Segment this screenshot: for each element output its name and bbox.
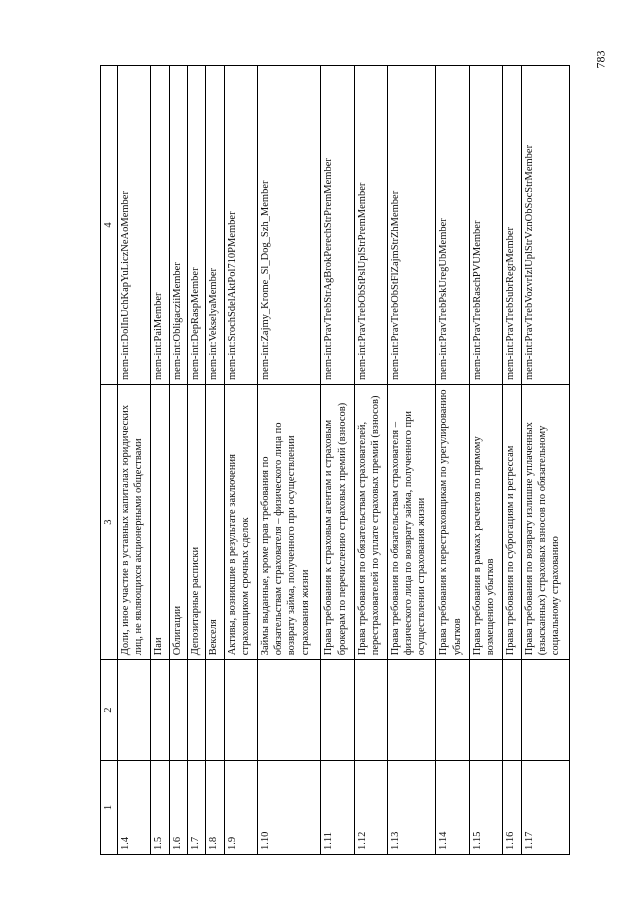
row-code: 1.7 — [188, 761, 206, 855]
row-code: 1.12 — [354, 761, 387, 855]
row-code: 1.15 — [469, 761, 502, 855]
row-col2 — [206, 660, 224, 761]
row-member: mem-int:PravTrebObStFlZajmStrZhMember — [388, 66, 436, 385]
row-code: 1.16 — [503, 761, 521, 855]
page-number: 783 — [593, 50, 608, 69]
row-col2 — [258, 660, 321, 761]
table-row — [354, 66, 387, 855]
row-col2 — [321, 660, 354, 761]
row-code: 1.6 — [169, 761, 187, 855]
row-col2 — [151, 660, 169, 761]
table-row — [169, 66, 187, 855]
table-row — [224, 66, 257, 855]
row-col2 — [118, 660, 151, 761]
row-name: Займы выданные, кроме прав требования по обязательствам страхователя – физического лица по возврату займа, полученного при осуществлении страхования жизни — [258, 384, 321, 659]
table-row — [436, 66, 469, 855]
row-code: 1.13 — [388, 761, 436, 855]
row-col2 — [188, 660, 206, 761]
row-name: Права требования к перестраховщикам по урегулированию убытков — [436, 384, 469, 659]
table-row — [118, 66, 151, 855]
table-row — [388, 66, 436, 855]
row-member: mem-int:DolInUchKapYuLiczNeAoMember — [118, 66, 151, 385]
row-col2 — [388, 660, 436, 761]
row-member: mem-int:DepRaspMember — [188, 66, 206, 385]
row-member: mem-int:PravTrebVozvrIzlUplStrVznObSocStrMember — [521, 66, 569, 385]
header-cell: 1 — [101, 761, 118, 855]
table-row — [258, 66, 321, 855]
row-name: Активы, возникшие в результате заключения страховщиком срочных сделок — [224, 384, 257, 659]
row-code: 1.11 — [321, 761, 354, 855]
row-code: 1.10 — [258, 761, 321, 855]
header-cell: 2 — [101, 660, 118, 761]
row-col2 — [436, 660, 469, 761]
table-row — [469, 66, 502, 855]
rotated-table-container — [100, 65, 570, 855]
row-code: 1.4 — [118, 761, 151, 855]
row-code: 1.5 — [151, 761, 169, 855]
row-name: Права требования к страховым агентам и страховым брокерам по перечислению страховых премий (взносов) — [321, 384, 354, 659]
row-member: mem-int:ObligacziiMember — [169, 66, 187, 385]
row-col2 — [169, 660, 187, 761]
row-member: mem-int:Zajmy_Krome_Sl_Dog_Szh_Member — [258, 66, 321, 385]
table-row — [188, 66, 206, 855]
table-row — [206, 66, 224, 855]
row-code: 1.14 — [436, 761, 469, 855]
row-name: Права требования по обязательствам страхователя – физического лица по возврату займа, полученного при осуществлении страхования жизни — [388, 384, 436, 659]
row-col2 — [354, 660, 387, 761]
row-col2 — [521, 660, 569, 761]
row-name: Векселя — [206, 384, 224, 659]
table-row — [503, 66, 521, 855]
table-row — [151, 66, 169, 855]
header-cell: 4 — [101, 66, 118, 385]
row-col2 — [469, 660, 502, 761]
row-code: 1.9 — [224, 761, 257, 855]
table-row — [521, 66, 569, 855]
row-col2 — [224, 660, 257, 761]
row-name: Депозитарные расписки — [188, 384, 206, 659]
row-code: 1.17 — [521, 761, 569, 855]
row-name: Права требования по обязательствам страхователей, перестрахователей по уплате страховых премий (взносов) — [354, 384, 387, 659]
row-code: 1.8 — [206, 761, 224, 855]
row-name: Доли, иное участие в уставных капиталах юридических лиц, не являющихся акционерными обществами — [118, 384, 151, 659]
row-name: Права требования по возврату излишне уплаченных (взысканных) страховых взносов по обязательному социальному страхованию — [521, 384, 569, 659]
table-row — [321, 66, 354, 855]
header-cell: 3 — [101, 384, 118, 659]
row-member: mem-int:VekselyaMember — [206, 66, 224, 385]
row-member: mem-int:PravTrebRaschPVUMember — [469, 66, 502, 385]
row-col2 — [503, 660, 521, 761]
row-member: mem-int:PravTrebStrAgBrokPerechStrPremMember — [321, 66, 354, 385]
row-name: Паи — [151, 384, 169, 659]
row-name: Облигации — [169, 384, 187, 659]
row-name: Права требования в рамках расчетов по прямому возмещению убытков — [469, 384, 502, 659]
row-member: mem-int:PaiMember — [151, 66, 169, 385]
row-member: mem-int:PravTrebSubrRegrMember — [503, 66, 521, 385]
header-row — [101, 66, 118, 855]
row-name: Права требования по суброгациям и регрессам — [503, 384, 521, 659]
row-member: mem-int:PravTrebPskUregUbMember — [436, 66, 469, 385]
table-body — [118, 66, 570, 855]
member-table — [100, 65, 570, 855]
row-member: mem-int:PravTrebObStPslUplStrPremMember — [354, 66, 387, 385]
row-member: mem-int:SrochSdelAktPol710PMember — [224, 66, 257, 385]
